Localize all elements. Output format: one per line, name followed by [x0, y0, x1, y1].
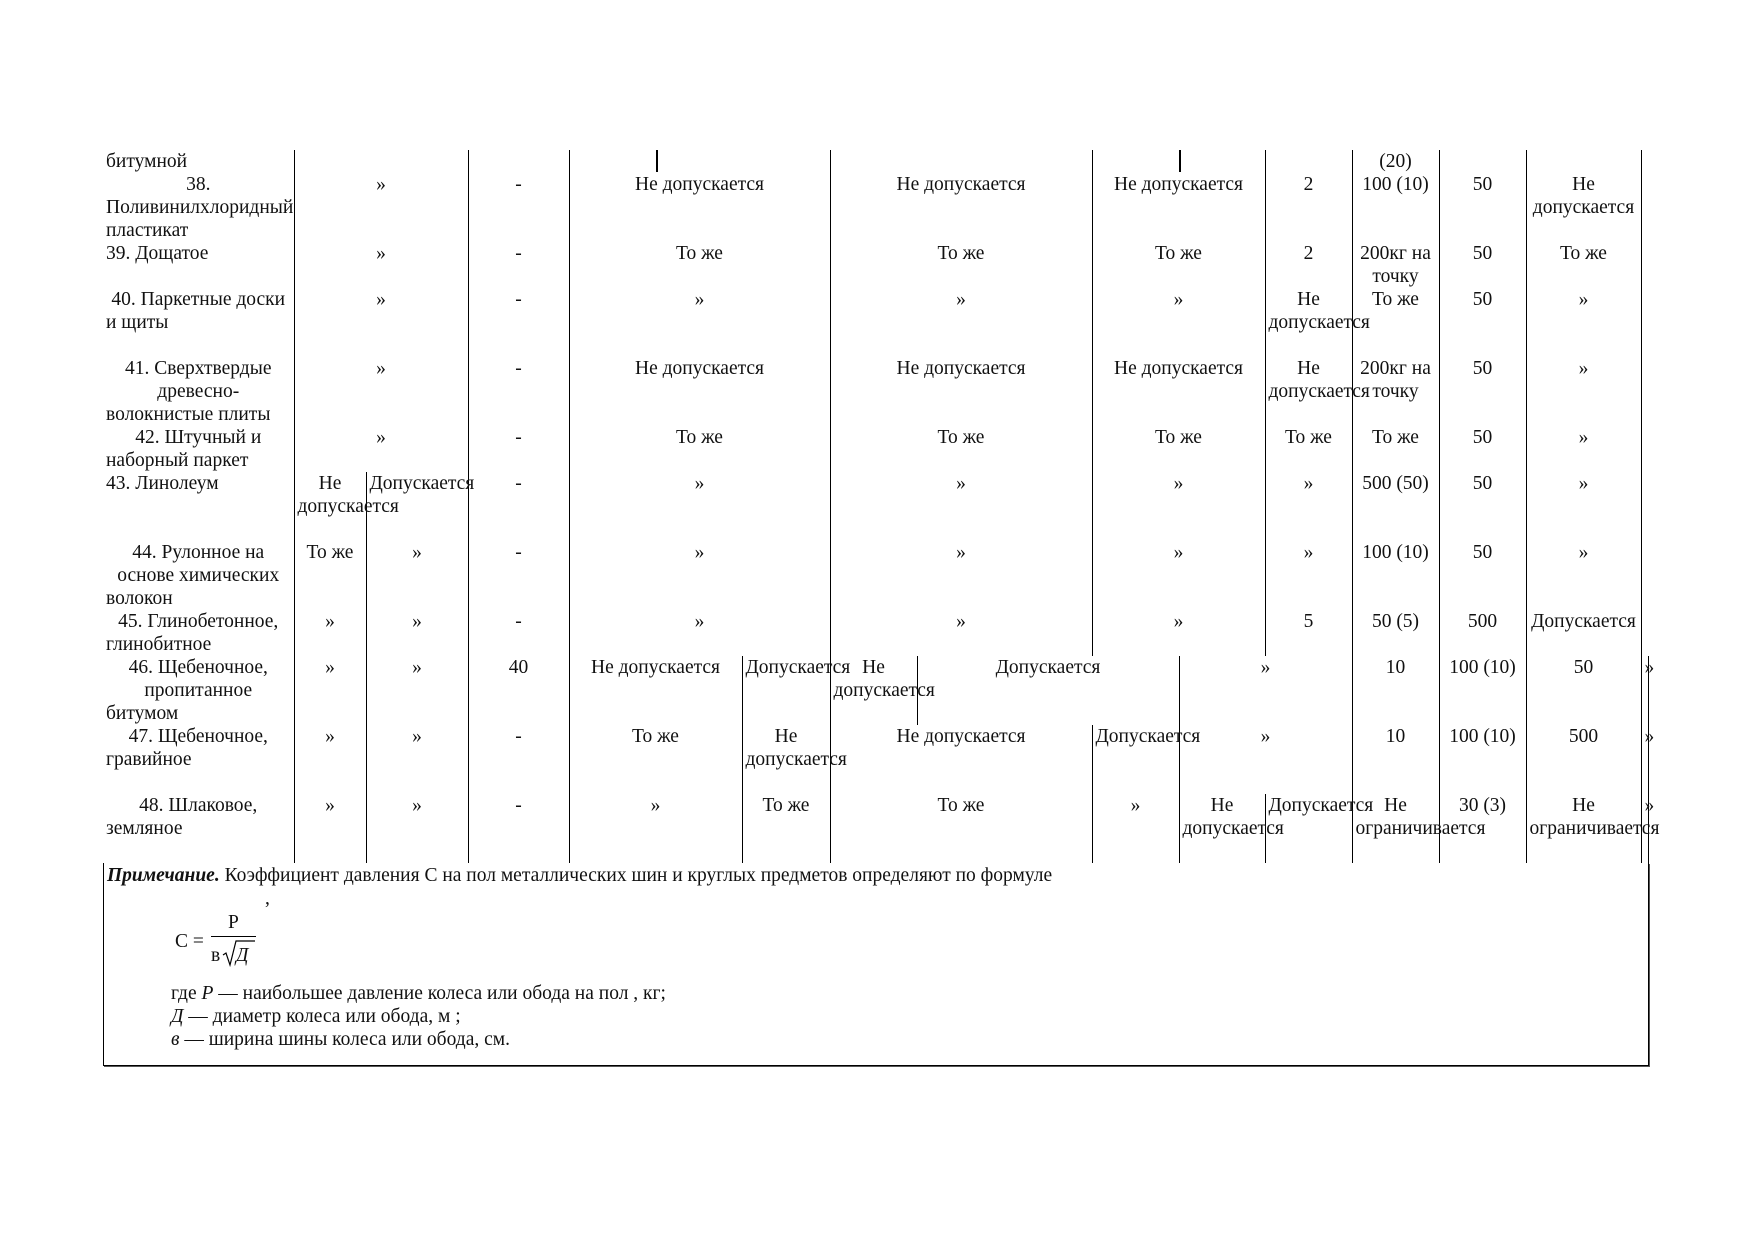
table-cell: -	[468, 794, 569, 863]
load-cell: То же	[1352, 288, 1439, 357]
table-row	[103, 242, 1649, 288]
table-cell: »	[1265, 472, 1352, 541]
floor-type-cell: 45. Глинобетонное, глинобитное	[103, 610, 294, 656]
note-box	[103, 863, 1649, 1066]
table-cell: -	[468, 173, 569, 242]
table-cell: »	[294, 656, 366, 725]
table-cell: Не ограничивается	[1526, 794, 1641, 863]
table-cell: Не допускается	[830, 656, 917, 725]
table-cell: Допускается	[366, 472, 468, 541]
table-cell: То же	[1092, 242, 1265, 288]
floor-type-cell: 39. Дощатое	[103, 242, 294, 288]
table-cell	[468, 150, 569, 173]
table-cell: 50	[1439, 242, 1526, 288]
legend-line	[171, 1028, 666, 1051]
table-cell: »	[294, 610, 366, 656]
table-cell: -	[468, 426, 569, 472]
floor-type-cell: 38. Поливинилхлоридный пластикат	[103, 173, 294, 242]
note-line	[107, 864, 1052, 887]
legend-text: — диаметр колеса или обода, м ;	[183, 1006, 461, 1027]
legend-symbol: Д	[171, 1006, 184, 1027]
table-cell: »	[1526, 426, 1641, 472]
table-cell: -	[468, 357, 569, 426]
formula-diameter-symbol: Д	[236, 945, 249, 966]
table-cell: Допускается	[742, 656, 830, 725]
table-cell	[830, 150, 1092, 173]
table-cell: »	[830, 288, 1092, 357]
floor-type-cell: 41. Сверхтвердые древесно-волокнистые плиты	[103, 357, 294, 426]
table-cell: 50	[1439, 357, 1526, 426]
table-cell: То же	[569, 725, 742, 794]
table-cell: 50	[1439, 426, 1526, 472]
table-cell: 5	[1265, 610, 1352, 656]
table-cell: »	[294, 288, 468, 357]
table-cell: »	[1526, 541, 1641, 610]
table-cell: 10	[1352, 656, 1439, 725]
table-cell: Не допускается	[1179, 794, 1265, 863]
load-cell: 100 (10)	[1439, 725, 1526, 794]
legend-prefix: где	[171, 983, 202, 1004]
table-row	[103, 472, 1649, 541]
table-row	[103, 541, 1649, 610]
table-cell: Не допускается	[569, 357, 830, 426]
table-cell: Допускается	[1265, 794, 1352, 863]
table-cell: »	[1526, 472, 1641, 541]
table-cell: »	[1092, 794, 1179, 863]
table-cell: Не допускается	[1092, 173, 1265, 242]
formula-numerator: Р	[228, 912, 239, 933]
table-cell: 10	[1352, 725, 1439, 794]
table-cell: »	[1641, 656, 1649, 725]
legend-symbol: в	[171, 1029, 180, 1050]
table-cell: 500	[1526, 725, 1641, 794]
legend-text: — наибольшее давление колеса или обода на пол , кг;	[213, 983, 666, 1004]
table-cell: 50	[1526, 656, 1641, 725]
table-cell: 50	[1439, 541, 1526, 610]
table-cell: Допускается	[917, 656, 1179, 725]
table-cell: То же	[742, 794, 830, 863]
table-cell	[1439, 150, 1526, 173]
table-cell: Не допускается	[294, 472, 366, 541]
table-cell: -	[468, 242, 569, 288]
floor-type-cell: 40. Паркетные доски и щиты	[103, 288, 294, 357]
floor-type-cell: 46. Щебеночное, пропитанное битумом	[103, 656, 294, 725]
table-cell: Допускается	[1092, 725, 1179, 794]
sqrt-sign-icon	[211, 938, 257, 968]
table-cell: -	[468, 610, 569, 656]
table-cell: То же	[569, 426, 830, 472]
load-cell: 100 (10)	[1439, 656, 1526, 725]
table-cell: 2	[1265, 242, 1352, 288]
table-cell: Не допускается	[1092, 357, 1265, 426]
table-cell: »	[830, 541, 1092, 610]
table-cell: »	[1265, 541, 1352, 610]
floor-type-cell: битумной	[103, 150, 294, 173]
load-cell: 30 (3)	[1439, 794, 1526, 863]
table-cell: Не допускается	[1265, 288, 1352, 357]
table-cell: 2	[1265, 173, 1352, 242]
formula-width-symbol: в	[211, 945, 221, 966]
table-cell: »	[830, 472, 1092, 541]
table-cell: »	[1179, 725, 1352, 794]
load-cell: 100 (10)	[1352, 173, 1439, 242]
table-row	[103, 610, 1649, 656]
table-cell: -	[468, 288, 569, 357]
table-cell: -	[468, 541, 569, 610]
table-cell: »	[294, 357, 468, 426]
table-cell: То же	[1526, 242, 1641, 288]
table-cell: »	[569, 472, 830, 541]
table-cell: »	[294, 725, 366, 794]
formula-lhs: С =	[175, 931, 204, 952]
load-cell: 50 (5)	[1352, 610, 1439, 656]
document-page	[103, 150, 1660, 1066]
table-cell: »	[294, 173, 468, 242]
floor-type-cell: 44. Рулонное на основе химических волокон	[103, 541, 294, 610]
table-row	[103, 725, 1649, 794]
table-cell: То же	[569, 242, 830, 288]
fraction-bar	[211, 936, 256, 937]
table-cell: То же	[294, 541, 366, 610]
floor-type-cell: 48. Шлаковое, земляное	[103, 794, 294, 863]
table-cell: То же	[830, 242, 1092, 288]
table-cell: »	[366, 656, 468, 725]
table-cell: »	[1092, 288, 1265, 357]
floor-type-cell: 42. Штучный и наборный паркет	[103, 426, 294, 472]
table-cell	[294, 150, 468, 173]
table-cell: Не допускается	[1526, 173, 1641, 242]
cell-divider-stub	[656, 150, 658, 172]
table-row	[103, 794, 1649, 863]
formula-legend	[171, 982, 666, 1051]
table-cell: »	[569, 541, 830, 610]
load-cell: 200кг на точку	[1352, 357, 1439, 426]
table-cell: Не допускается	[830, 725, 1092, 794]
table-cell: Допускается	[1526, 610, 1641, 656]
table-cell: 50	[1439, 288, 1526, 357]
legend-symbol: Р	[201, 983, 214, 1004]
table-row	[103, 656, 1649, 725]
legend-line	[171, 982, 666, 1005]
table-cell	[1265, 150, 1352, 173]
load-cell: 500 (50)	[1352, 472, 1439, 541]
table-cell: То же	[1265, 426, 1352, 472]
table-cell: 50	[1439, 472, 1526, 541]
note-text: Коэффициент давления С на пол металлических шин и круглых предметов определяют по формуле	[219, 865, 1053, 886]
table-cell: То же	[830, 426, 1092, 472]
table-cell: »	[366, 610, 468, 656]
floor-type-cell: 47. Щебеночное, гравийное	[103, 725, 294, 794]
floor-requirements-table	[103, 150, 1660, 863]
floor-type-cell: 43. Линолеум	[103, 472, 294, 541]
note-title: Примечание.	[107, 865, 220, 886]
table-cell: »	[830, 610, 1092, 656]
table-cell: »	[294, 242, 468, 288]
table-cell: »	[1641, 725, 1649, 794]
table-cell: »	[366, 794, 468, 863]
table-cell	[1526, 150, 1641, 173]
table-row	[103, 288, 1649, 357]
table-cell: Не допускается	[830, 173, 1092, 242]
legend-line	[171, 1005, 666, 1028]
load-cell: 200кг на точку	[1352, 242, 1439, 288]
load-cell: То же	[1352, 426, 1439, 472]
table-cell: »	[1092, 610, 1265, 656]
table-cell	[1092, 150, 1265, 173]
table-cell: »	[366, 541, 468, 610]
load-cell: 100 (10)	[1352, 541, 1439, 610]
table-cell: -	[468, 725, 569, 794]
table-row	[103, 357, 1649, 426]
table-cell: 500	[1439, 610, 1526, 656]
table-cell: »	[294, 426, 468, 472]
table-cell: Не допускается	[569, 656, 742, 725]
table-cell: То же	[1092, 426, 1265, 472]
table-row	[103, 173, 1649, 242]
table-cell: »	[569, 610, 830, 656]
table-cell: -	[468, 472, 569, 541]
table-cell: 50	[1439, 173, 1526, 242]
table-cell: »	[1526, 357, 1641, 426]
cell-divider-stub	[1179, 150, 1181, 172]
table-cell: »	[569, 794, 742, 863]
table-cell: Не ограничивается	[1352, 794, 1439, 863]
legend-text: — ширина шины колеса или обода, см.	[179, 1029, 510, 1050]
table-cell: »	[1092, 472, 1265, 541]
table-cell: То же	[830, 794, 1092, 863]
table-cell: »	[294, 794, 366, 863]
table-cell	[569, 150, 830, 173]
table-cell: »	[1641, 794, 1649, 863]
table-row	[103, 426, 1649, 472]
table-cell: 40	[468, 656, 569, 725]
table-cell: »	[1526, 288, 1641, 357]
table-cell: »	[1179, 656, 1352, 725]
table-cell: »	[569, 288, 830, 357]
formula-comma: ,	[265, 888, 270, 909]
table-cell: »	[366, 725, 468, 794]
table-cell: Не допускается	[1265, 357, 1352, 426]
table-cell: Не допускается	[830, 357, 1092, 426]
table-cell: »	[1092, 541, 1265, 610]
table-row	[103, 150, 1649, 173]
table-cell: Не допускается	[569, 173, 830, 242]
table-cell: Не допускается	[742, 725, 830, 794]
load-cell: (20)	[1352, 150, 1439, 173]
